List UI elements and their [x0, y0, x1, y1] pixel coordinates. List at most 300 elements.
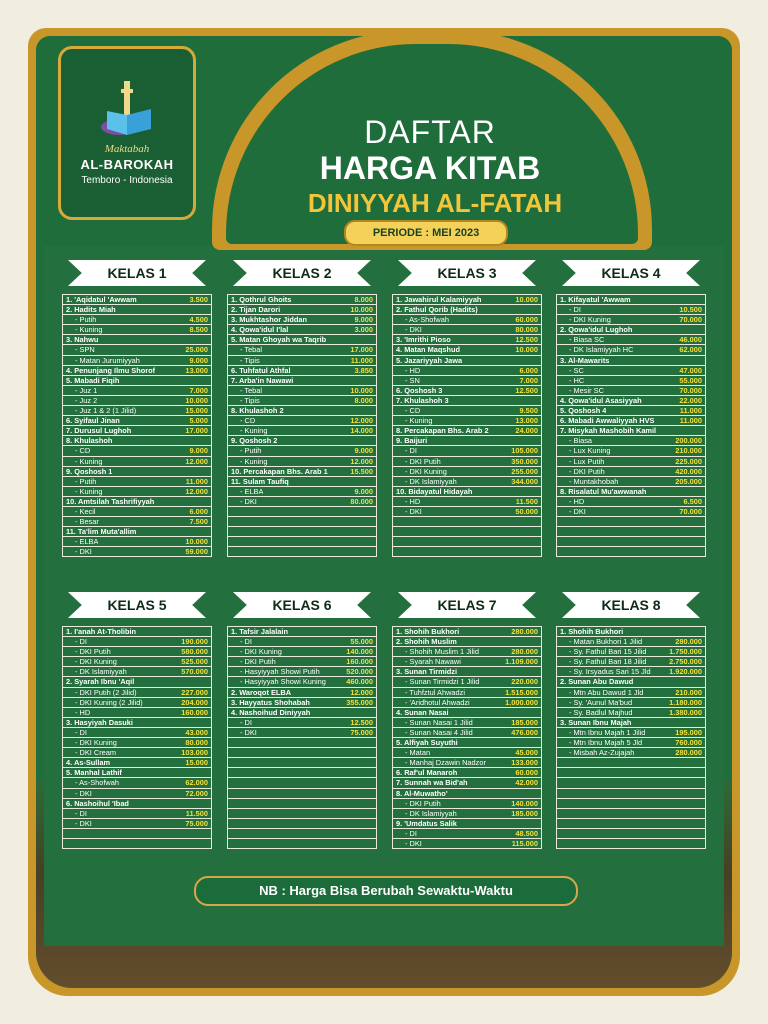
book-title: 6. Syifaul Jinan	[66, 416, 120, 426]
book-price: 1.920.000	[669, 667, 702, 677]
book-row	[227, 467, 377, 477]
book-title: - HC	[569, 375, 585, 385]
book-title: - Mtn Abu Dawud 1 Jld	[569, 687, 644, 697]
book-row	[62, 718, 212, 728]
book-price: 7.000	[519, 375, 538, 385]
book-row	[392, 345, 542, 355]
book-row	[556, 507, 706, 517]
book-price: 185.000	[511, 808, 538, 818]
book-title: - Kecil	[75, 506, 96, 516]
book-title: - DK Islamiyyah HC	[569, 345, 634, 355]
book-row	[227, 396, 377, 406]
book-title: - DI	[75, 637, 87, 647]
book-title: - Kuning	[75, 456, 103, 466]
book-title: 1. 'Aqidatul 'Awwam	[66, 295, 137, 304]
book-row	[392, 396, 542, 406]
book-row	[556, 426, 706, 436]
book-price: 17.000	[350, 345, 373, 355]
kelas-label: KELAS 5	[107, 597, 167, 613]
book-row	[62, 457, 212, 467]
book-title: - Kuning	[75, 325, 103, 335]
book-title: - DI	[240, 637, 252, 647]
book-title: 6. Qoshosh 3	[396, 385, 443, 395]
book-list	[556, 626, 706, 849]
kelas-column	[227, 592, 377, 849]
book-title: - DKI	[405, 838, 422, 848]
book-title: - Kuning	[405, 416, 433, 426]
book-title: 10. Bidayatul Hidayah	[396, 486, 473, 496]
book-title: 2. Tijan Darori	[231, 305, 281, 315]
book-title: - Sy. Irsyadus Sari 15 Jld	[569, 667, 651, 677]
book-price: 11.000	[679, 406, 702, 416]
book-row	[227, 758, 377, 768]
book-row	[392, 426, 542, 436]
book-list	[392, 294, 542, 557]
book-row	[392, 537, 542, 547]
book-title: 8. Percakapan Bhs. Arab 2	[396, 426, 489, 436]
book-row	[556, 647, 706, 657]
book-row	[62, 667, 212, 677]
book-title: - Biasa SC	[569, 335, 605, 345]
book-title: 9. Qoshosh 2	[231, 436, 278, 446]
kelas-label: KELAS 2	[272, 265, 332, 281]
book-price: 570.000	[181, 667, 208, 677]
book-row	[227, 677, 377, 687]
book-price: 10.000	[515, 345, 538, 355]
book-row	[556, 839, 706, 849]
book-row	[62, 647, 212, 657]
book-row	[556, 517, 706, 527]
book-price: 24.000	[515, 426, 538, 436]
book-title: - Tipis	[240, 355, 260, 365]
book-row	[392, 718, 542, 728]
book-title: - CD	[240, 416, 256, 426]
book-price: 14.000	[350, 426, 373, 436]
book-price: 160.000	[346, 657, 373, 667]
book-title: - Juz 1	[75, 385, 98, 395]
book-price: 140.000	[346, 647, 373, 657]
book-title: - Syarah Nawawi	[405, 657, 461, 667]
book-title: - SN	[405, 375, 420, 385]
book-row	[62, 325, 212, 335]
book-row	[556, 829, 706, 839]
book-price: 1.750.000	[669, 647, 702, 657]
book-row	[62, 698, 212, 708]
book-title: 4. As-Sullam	[66, 758, 111, 768]
book-row	[392, 637, 542, 647]
book-row	[227, 315, 377, 325]
book-row	[227, 667, 377, 677]
book-title: 7. Sunnah wa Bid'ah	[396, 778, 468, 788]
book-row	[62, 688, 212, 698]
book-title: - SC	[569, 365, 584, 375]
book-title: 5. Jazariyyah Jawa	[396, 355, 463, 365]
book-row	[227, 406, 377, 416]
book-row	[227, 819, 377, 829]
book-price: 160.000	[181, 707, 208, 717]
book-title: 3. Sunan Ibnu Majah	[560, 717, 632, 727]
book-title: 1. Shohih Bukhori	[560, 627, 624, 636]
book-title: 2. Qowa'idul Lughoh	[560, 325, 633, 335]
book-price: 525.000	[181, 657, 208, 667]
book-price: 195.000	[675, 727, 702, 737]
book-title: - DKI Kuning	[569, 315, 611, 325]
book-title: 1. Kifayatul 'Awwam	[560, 295, 631, 304]
book-row	[392, 335, 542, 345]
book-price: 185.000	[511, 717, 538, 727]
book-price: 75.000	[185, 818, 208, 828]
book-price: 280.000	[511, 627, 538, 636]
book-row	[227, 457, 377, 467]
book-title: 5. Manhal Lathif	[66, 768, 122, 778]
book-title: - DI	[405, 828, 417, 838]
book-row	[556, 698, 706, 708]
book-title: 5. Matan Ghoyah wa Taqrib	[231, 335, 327, 345]
book-price: 9.000	[354, 315, 373, 325]
logo-badge	[58, 46, 196, 220]
book-title: - Shohih Muslim 1 Jilid	[405, 647, 479, 657]
book-row	[227, 626, 377, 637]
book-price: 190.000	[181, 637, 208, 647]
book-title: 7. Arba'in Nawawi	[231, 375, 294, 385]
book-list	[227, 294, 377, 557]
book-price: 6.000	[519, 365, 538, 375]
book-row	[62, 446, 212, 456]
book-row	[392, 626, 542, 637]
book-row	[227, 446, 377, 456]
book-price: 17.000	[185, 426, 208, 436]
kelas-label: KELAS 6	[272, 597, 332, 613]
book-title: - HD	[405, 496, 421, 506]
book-price: 225.000	[675, 456, 702, 466]
book-price: 10.000	[185, 395, 208, 405]
book-row	[62, 305, 212, 315]
book-list	[556, 294, 706, 557]
kelas-heading	[556, 260, 706, 286]
kelas-label: KELAS 4	[601, 265, 661, 281]
book-title: 9. Qoshosh 1	[66, 466, 113, 476]
book-title: 6. Tuhfatul Athfal	[231, 365, 291, 375]
book-row	[392, 477, 542, 487]
book-row	[556, 677, 706, 687]
book-title: - DI	[405, 446, 417, 456]
book-row	[227, 517, 377, 527]
book-price: 62.000	[679, 345, 702, 355]
book-title: - Putih	[75, 315, 97, 325]
kelas-heading	[392, 592, 542, 618]
book-title: - Lux Kuning	[569, 446, 611, 456]
book-price: 11.500	[185, 808, 208, 818]
book-row	[227, 647, 377, 657]
book-row	[227, 477, 377, 487]
book-row	[62, 396, 212, 406]
book-row	[227, 335, 377, 345]
book-row	[556, 809, 706, 819]
book-price: 70.000	[679, 506, 702, 516]
book-price: 70.000	[679, 385, 702, 395]
book-row	[556, 497, 706, 507]
book-row	[227, 839, 377, 849]
book-row	[556, 778, 706, 788]
book-title: - DKI Cream	[75, 748, 117, 758]
book-title: 4. Sunan Nasai	[396, 707, 449, 717]
book-row	[62, 728, 212, 738]
book-row	[227, 416, 377, 426]
book-price: 420.000	[675, 466, 702, 476]
book-title: - Besar	[75, 517, 99, 527]
book-title: - Tebal	[240, 385, 263, 395]
book-price: 227.000	[181, 687, 208, 697]
book-title: - DKI	[75, 818, 92, 828]
book-price: 204.000	[181, 697, 208, 707]
book-row	[227, 728, 377, 738]
book-title: - Tipis	[240, 395, 260, 405]
book-price: 280.000	[675, 748, 702, 758]
book-row	[392, 527, 542, 537]
book-row	[556, 637, 706, 647]
book-price: 11.500	[515, 496, 538, 506]
book-title: 2. Sunan Abu Dawud	[560, 677, 634, 687]
book-row	[392, 487, 542, 497]
book-title: - Kuning	[240, 426, 268, 436]
book-title: - CD	[75, 446, 91, 456]
book-price: 280.000	[675, 637, 702, 647]
book-title: 3. Sunan Tirmidzi	[396, 667, 458, 677]
book-row	[62, 637, 212, 647]
book-row	[62, 467, 212, 477]
book-title: 1. Jawahirul Kalamiyyah	[396, 295, 482, 304]
book-title: 2. Syarah Ibnu 'Aqil	[66, 677, 135, 687]
book-title: - DI	[75, 808, 87, 818]
book-price: 12.000	[350, 456, 373, 466]
book-row	[62, 366, 212, 376]
book-price: 255.000	[511, 466, 538, 476]
book-price: 200.000	[675, 436, 702, 446]
book-title: - Juz 2	[75, 395, 98, 405]
book-row	[556, 688, 706, 698]
book-price: 220.000	[511, 677, 538, 687]
book-row	[227, 376, 377, 386]
book-price: 43.000	[185, 727, 208, 737]
book-title: 8. Al-Muwatho'	[396, 788, 448, 798]
book-price: 580.000	[181, 647, 208, 657]
book-price: 6.500	[683, 496, 702, 506]
book-price: 12.500	[515, 335, 538, 345]
book-row	[62, 406, 212, 416]
book-row	[62, 416, 212, 426]
book-price: 115.000	[511, 838, 538, 848]
book-price: 1.109.000	[505, 657, 538, 667]
book-row	[62, 758, 212, 768]
book-price: 75.000	[350, 727, 373, 737]
book-row	[62, 376, 212, 386]
book-title: 7. Khulashoh 3	[396, 395, 449, 405]
book-title: - ELBA	[240, 486, 264, 496]
kelas-label: KELAS 8	[601, 597, 661, 613]
title-diniyyah: DINIYYAH AL-FATAH	[307, 188, 563, 218]
book-row	[556, 626, 706, 637]
book-row	[227, 789, 377, 799]
book-row	[392, 507, 542, 517]
book-title: 6. Raf'ul Manaroh	[396, 768, 458, 778]
book-title: 11. Sulam Taufiq	[231, 476, 289, 486]
book-price: 350.000	[511, 456, 538, 466]
book-row	[62, 477, 212, 487]
book-row	[227, 426, 377, 436]
book-title: - Matan Jurumiyyah	[75, 355, 140, 365]
book-row	[392, 738, 542, 748]
book-title: - DI	[240, 717, 252, 727]
book-price: 11.000	[679, 416, 702, 426]
book-row	[556, 457, 706, 467]
book-row	[62, 626, 212, 637]
book-price: 59.000	[185, 547, 208, 557]
book-title: - Sunan Tirmidzi 1 Jilid	[405, 677, 480, 687]
book-row	[62, 497, 212, 507]
book-title: - DK Islamiyyah	[405, 808, 457, 818]
book-row	[62, 748, 212, 758]
book-title: - DKI Kuning	[405, 466, 447, 476]
kelas-column	[556, 260, 706, 557]
book-price: 12.500	[515, 385, 538, 395]
book-row	[227, 345, 377, 355]
book-row	[392, 547, 542, 557]
book-title: 9. Baijuri	[396, 436, 428, 446]
book-row	[227, 497, 377, 507]
book-list	[62, 294, 212, 557]
book-price: 8.500	[189, 325, 208, 335]
kelas-column	[556, 592, 706, 849]
book-row	[556, 718, 706, 728]
book-title: 4. Nashoihud Diniyyah	[231, 707, 311, 717]
book-price: 15.000	[185, 406, 208, 416]
book-row	[556, 758, 706, 768]
book-title: 11. Ta'lim Muta'allim	[66, 527, 137, 537]
book-price: 140.000	[511, 798, 538, 808]
book-price: 15.500	[350, 466, 373, 476]
title-harga-kitab: HARGA KITAB	[319, 150, 541, 186]
book-row	[556, 819, 706, 829]
book-title: - Putih	[240, 446, 262, 456]
book-price: 9.000	[354, 446, 373, 456]
book-price: 2.750.000	[669, 657, 702, 667]
book-price: 7.000	[189, 385, 208, 395]
book-title: 3. 'Imrithi Pioso	[396, 335, 451, 345]
periode-badge: PERIODE : MEI 2023	[344, 220, 508, 246]
book-title: - Sy. Fathul Bari 15 Jilid	[569, 647, 647, 657]
book-title: - Tebal	[240, 345, 263, 355]
book-title: - Sy. Fathul Bari 18 Jilid	[569, 657, 647, 667]
book-row	[392, 376, 542, 386]
book-title: 9. 'Umdatus Salik	[396, 818, 457, 828]
book-row	[556, 527, 706, 537]
book-row	[227, 325, 377, 335]
book-price: 10.500	[679, 305, 702, 315]
book-title: 2. Hadits Miah	[66, 305, 116, 315]
book-price: 210.000	[675, 446, 702, 456]
kelas-heading	[556, 592, 706, 618]
book-title: - Sunan Nasai 4 Jilid	[405, 727, 473, 737]
book-row	[62, 426, 212, 436]
book-price: 60.000	[515, 768, 538, 778]
book-row	[392, 356, 542, 366]
book-row	[62, 799, 212, 809]
book-title: - HD	[405, 365, 421, 375]
book-row	[392, 778, 542, 788]
book-price: 103.000	[181, 748, 208, 758]
book-row	[227, 688, 377, 698]
book-title: - DK Islamiyyah	[405, 476, 457, 486]
book-row	[392, 446, 542, 456]
book-row	[556, 406, 706, 416]
book-list	[392, 626, 542, 849]
book-title: - DKI	[75, 788, 92, 798]
book-title: - Sunan Nasai 1 Jilid	[405, 717, 473, 727]
book-title: - Kuning	[75, 486, 103, 496]
book-row	[392, 294, 542, 305]
book-row	[556, 487, 706, 497]
book-row	[62, 789, 212, 799]
book-price: 760.000	[675, 738, 702, 748]
book-row	[556, 386, 706, 396]
book-row	[62, 335, 212, 345]
book-title: - DKI Putih	[405, 456, 441, 466]
book-price: 8.000	[354, 395, 373, 405]
book-row	[392, 728, 542, 738]
book-title: 3. Mukhtashor Jiddan	[231, 315, 307, 325]
book-price: 72.000	[185, 788, 208, 798]
book-row	[556, 547, 706, 557]
book-price: 55.000	[350, 637, 373, 647]
book-row	[62, 517, 212, 527]
book-title: - Putih	[75, 476, 97, 486]
book-row	[556, 446, 706, 456]
book-row	[227, 366, 377, 376]
book-price: 280.000	[511, 647, 538, 657]
book-title: 1. I'anah At-Tholibin	[66, 627, 137, 636]
book-row	[392, 657, 542, 667]
book-title: - SPN	[75, 345, 95, 355]
book-row	[62, 768, 212, 778]
book-row	[62, 527, 212, 537]
book-title: 6. Nashoihul 'Ibad	[66, 798, 129, 808]
book-title: - Kuning	[240, 456, 268, 466]
book-title: 8. Risalatul Mu'awwanah	[560, 486, 647, 496]
book-price: 13.000	[515, 416, 538, 426]
book-row	[227, 768, 377, 778]
book-row	[556, 467, 706, 477]
book-title: 3. Hayyatus Shohabah	[231, 697, 310, 707]
book-row	[556, 396, 706, 406]
book-row	[62, 657, 212, 667]
book-row	[392, 667, 542, 677]
book-title: - Biasa	[569, 436, 593, 446]
book-title: - Mesir SC	[569, 385, 604, 395]
book-row	[392, 386, 542, 396]
book-title: - 'Aridhotul Ahwadzi	[405, 697, 470, 707]
book-title: - Matan Bukhori 1 Jilid	[569, 637, 643, 647]
kelas-heading	[62, 260, 212, 286]
book-title: 2. Fathul Qorib (Hadits)	[396, 305, 478, 315]
book-price: 60.000	[515, 315, 538, 325]
book-title: - DKI Putih	[569, 466, 605, 476]
book-price: 12.000	[185, 486, 208, 496]
book-row	[392, 688, 542, 698]
book-price: 45.000	[515, 748, 538, 758]
book-row	[392, 698, 542, 708]
book-title: 1. Shohih Bukhori	[396, 627, 460, 636]
book-price: 80.000	[185, 738, 208, 748]
